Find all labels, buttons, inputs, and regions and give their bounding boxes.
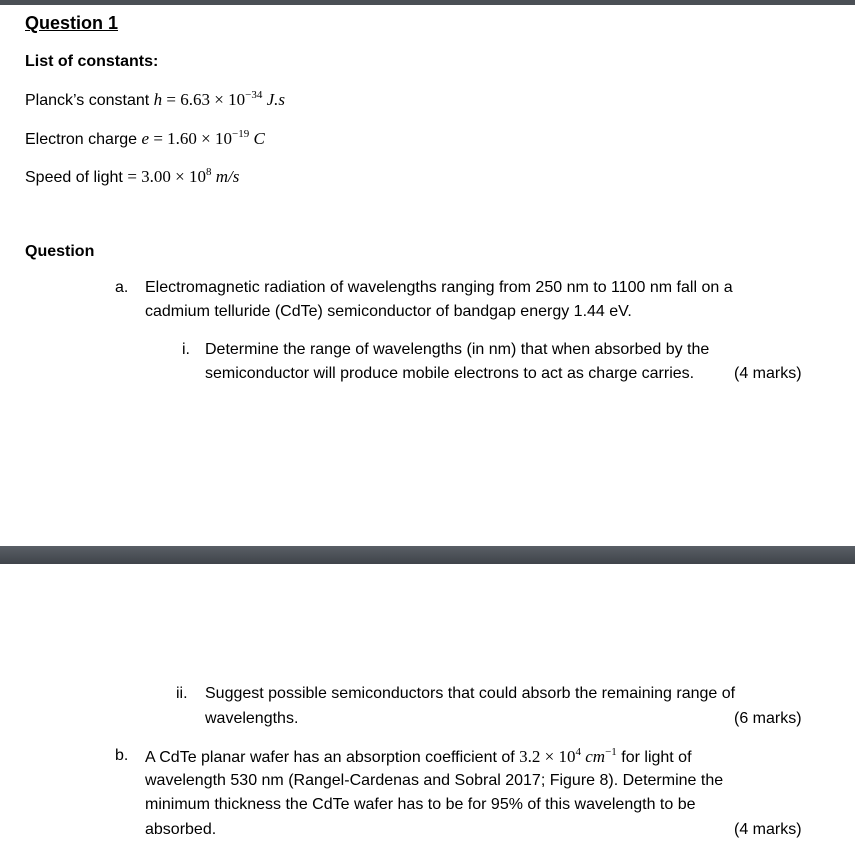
page-break [0, 546, 855, 564]
sub-i-marks: (4 marks) [734, 365, 802, 382]
planck-constant-line [25, 90, 285, 110]
sub-ii-line-2: wavelengths. [205, 710, 299, 727]
coef-value: 3.2 × 10 [519, 747, 576, 766]
light-label: Speed of light [25, 169, 123, 186]
part-b-line-4: absorbed. [145, 821, 217, 838]
light-unit: m/s [215, 167, 240, 186]
part-b-line-3: minimum thickness the CdTe wafer has to be for 95% of this wavelength to be [145, 796, 696, 813]
sub-ii-marks: (6 marks) [734, 710, 802, 727]
part-a-line-1: Electromagnetic radiation of wavelengths ranging from 250 nm to 1100 nm fall on a [145, 279, 733, 296]
part-b-line-1-pre: A CdTe planar wafer has an absorption coefficient of [145, 749, 515, 766]
charge-value: 1.60 × 10 [167, 129, 232, 148]
part-b-line-2: wavelength 530 nm (Rangel-Cardenas and Sobral 2017; Figure 8). Determine the [145, 772, 724, 789]
electron-charge-line [25, 129, 265, 149]
charge-exponent: −19 [232, 128, 250, 140]
light-exponent: 8 [206, 166, 212, 178]
part-b-marks: (4 marks) [734, 821, 802, 838]
light-value: 3.00 × 10 [141, 167, 206, 186]
charge-equals: = [153, 129, 163, 148]
planck-value: 6.63 × 10 [180, 90, 246, 109]
planck-label: Planck’s constant [25, 92, 150, 109]
light-equals: = [127, 167, 137, 186]
sub-ii-label: ii. [176, 685, 188, 702]
part-b-line-1 [145, 747, 692, 767]
sub-i-label: i. [182, 341, 190, 358]
speed-of-light-line [25, 167, 239, 187]
part-a-label: a. [115, 279, 129, 296]
charge-unit: C [253, 129, 265, 148]
question-heading: Question [25, 243, 95, 260]
part-a-line-2: cadmium telluride (CdTe) semiconductor of bandgap energy 1.44 eV. [145, 303, 632, 320]
constants-heading: List of constants: [25, 53, 159, 70]
planck-equals: = [166, 90, 177, 109]
sub-i-line-1: Determine the range of wavelengths (in nm) that when absorbed by the [205, 341, 710, 358]
part-b-label: b. [115, 747, 129, 764]
planck-exponent: −34 [245, 89, 263, 101]
planck-symbol: h [153, 90, 163, 109]
charge-label: Electron charge [25, 131, 138, 148]
coef-exponent: 4 [575, 746, 582, 758]
sub-i-line-2: semiconductor will produce mobile electrons to act as charge carries. [205, 365, 695, 382]
planck-unit: J.s [266, 90, 285, 109]
question-title: Question 1 [25, 13, 119, 33]
charge-symbol: e [141, 129, 150, 148]
coef-unit: cm [585, 747, 606, 766]
sub-ii-line-1: Suggest possible semiconductors that could absorb the remaining range of [205, 685, 736, 702]
coef-unit-exponent: −1 [605, 746, 617, 758]
page-top-border [0, 0, 855, 5]
part-b-line-1-post: for light of [621, 749, 692, 766]
